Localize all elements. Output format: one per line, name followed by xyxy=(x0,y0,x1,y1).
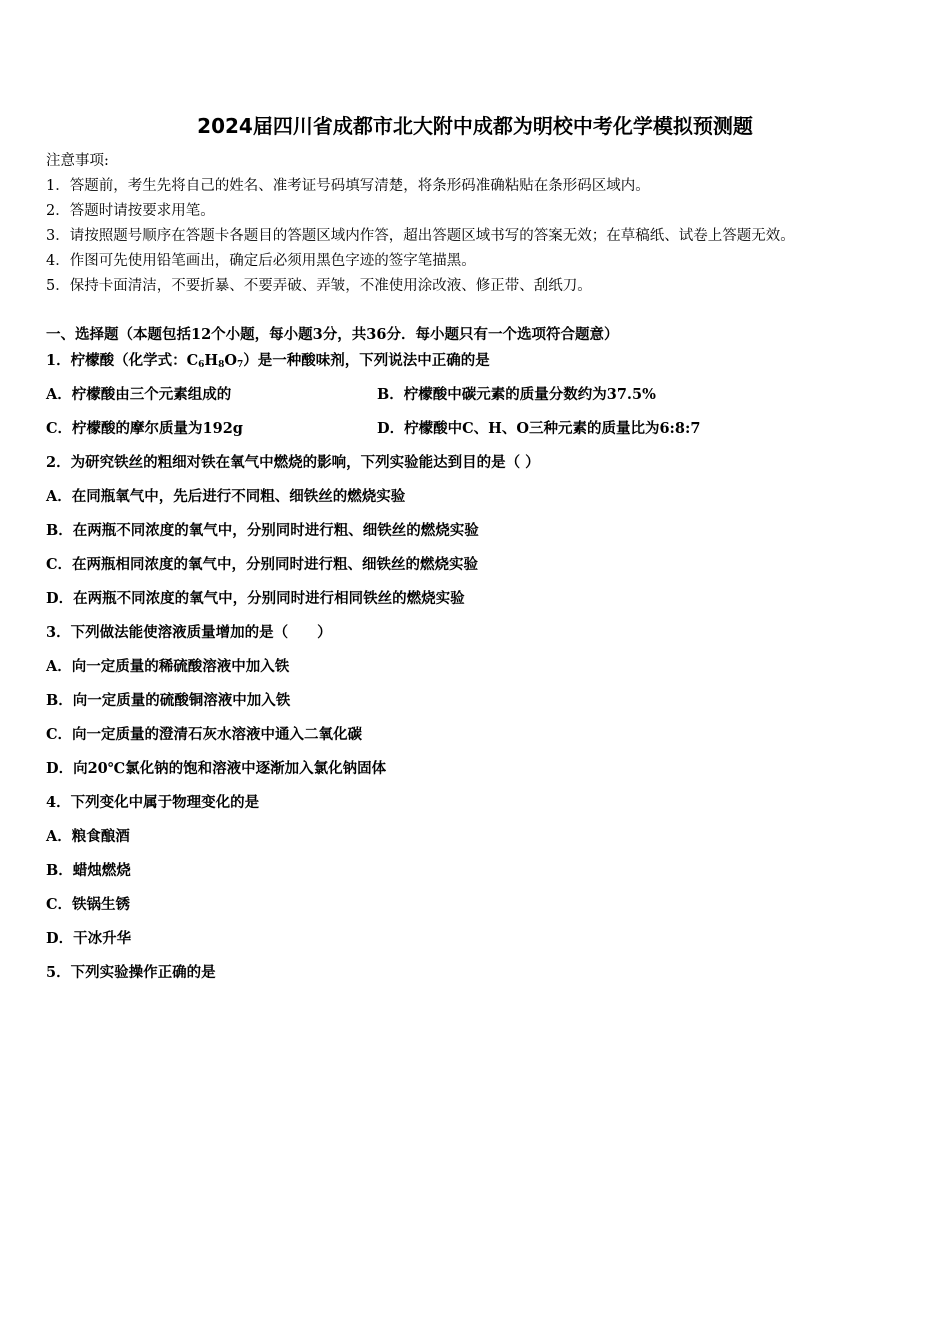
notice-heading: 注意事项: xyxy=(46,153,109,169)
question-4-option-d: D．干冰升华 xyxy=(46,930,132,947)
notice-item-3: 3．请按照题号顺序在答题卡各题目的答题区域内作答，超出答题区域书写的答案无效；在草稿纸、试卷上答题无效。 xyxy=(46,228,795,244)
q1-sub-6: 6 xyxy=(198,360,205,370)
q1-h: H xyxy=(204,352,219,369)
question-5-stem: 5．下列实验操作正确的是 xyxy=(46,964,216,981)
q1-sub-8: 8 xyxy=(218,360,225,370)
question-1-option-a: A．柠檬酸由三个元素组成的 xyxy=(46,386,232,403)
notice-item-2: 2．答题时请按要求用笔。 xyxy=(46,203,215,219)
question-1-option-c: C．柠檬酸的摩尔质量为192g xyxy=(46,420,243,437)
question-3-option-b: B．向一定质量的硫酸铜溶液中加入铁 xyxy=(46,692,291,709)
question-1-option-b: B．柠檬酸中碳元素的质量分数约为37.5% xyxy=(377,386,656,403)
question-3-option-a: A．向一定质量的稀硫酸溶液中加入铁 xyxy=(46,658,290,675)
question-2-option-b: B．在两瓶不同浓度的氧气中，分别同时进行粗、细铁丝的燃烧实验 xyxy=(46,522,479,539)
notice-item-1: 1．答题前，考生先将自己的姓名、准考证号码填写清楚，将条形码准确粘贴在条形码区域内。 xyxy=(46,178,650,194)
question-2-stem: 2．为研究铁丝的粗细对铁在氧气中燃烧的影响，下列实验能达到目的是（ ） xyxy=(46,454,540,471)
q1-stem-prefix: 1．柠檬酸（化学式：C xyxy=(46,352,199,369)
section-heading: 一、选择题（本题包括12个小题，每小题3分，共36分．每小题只有一个选项符合题意） xyxy=(46,326,619,343)
question-1-stem xyxy=(46,351,490,371)
question-4-option-c: C．铁锅生锈 xyxy=(46,896,131,913)
question-2-option-c: C．在两瓶相同浓度的氧气中，分别同时进行粗、细铁丝的燃烧实验 xyxy=(46,556,479,573)
page-title: 2024届四川省成都市北大附中成都为明校中考化学模拟预测题 xyxy=(197,114,753,138)
q1-stem-suffix: ）是一种酸味剂，下列说法中正确的是 xyxy=(243,352,490,369)
question-3-stem: 3．下列做法能使溶液质量增加的是（ ） xyxy=(46,624,332,641)
question-2-option-d: D．在两瓶不同浓度的氧气中，分别同时进行相同铁丝的燃烧实验 xyxy=(46,590,465,607)
question-4-option-a: A．粮食酿酒 xyxy=(46,828,130,845)
q1-o: O xyxy=(224,352,238,369)
question-3-option-d: D．向20℃氯化钠的饱和溶液中逐渐加入氯化钠固体 xyxy=(46,760,387,777)
question-2-option-a: A．在同瓶氧气中，先后进行不同粗、细铁丝的燃烧实验 xyxy=(46,488,406,505)
question-4-option-b: B．蜡烛燃烧 xyxy=(46,862,131,879)
notice-item-5: 5．保持卡面清洁，不要折暴、不要弄破、弄皱，不准使用涂改液、修正带、刮纸刀。 xyxy=(46,278,592,294)
question-1-option-d: D．柠檬酸中C、H、O三种元素的质量比为6:8:7 xyxy=(377,420,701,437)
question-4-stem: 4．下列变化中属于物理变化的是 xyxy=(46,794,260,811)
notice-item-4: 4．作图可先使用铅笔画出，确定后必须用黑色字迹的签字笔描黑。 xyxy=(46,253,476,269)
question-3-option-c: C．向一定质量的澄清石灰水溶液中通入二氧化碳 xyxy=(46,726,363,743)
q1-sub-7: 7 xyxy=(237,360,244,370)
